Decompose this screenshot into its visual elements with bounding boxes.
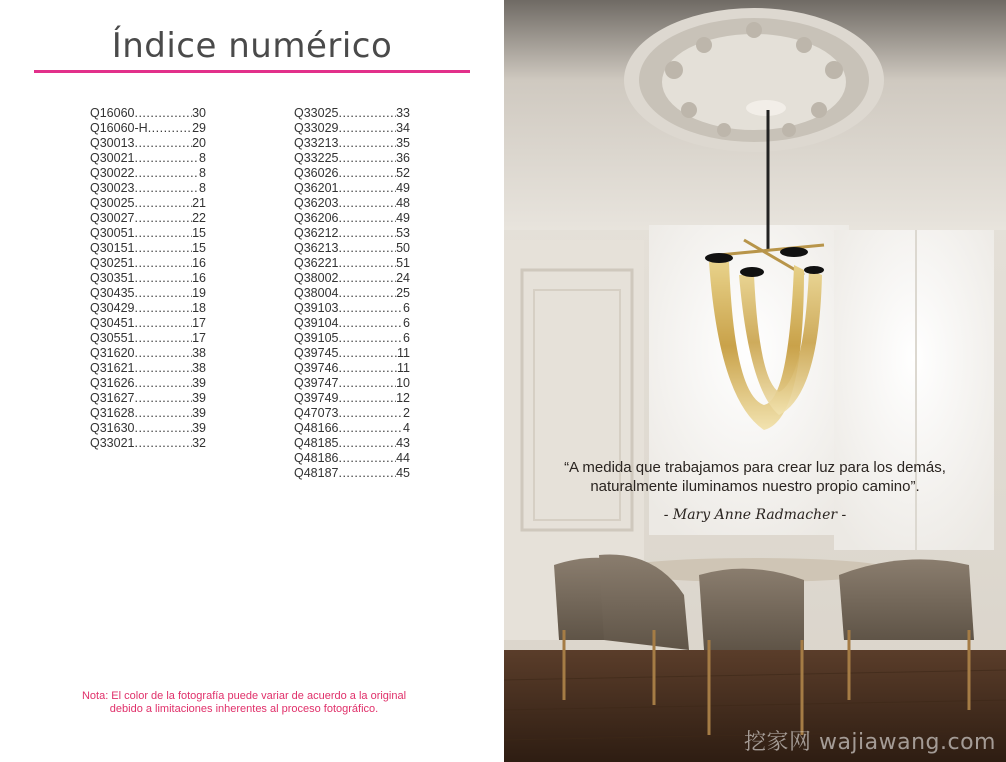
index-entry bbox=[90, 136, 206, 151]
leader-dots bbox=[134, 196, 192, 211]
leader-dots bbox=[338, 241, 396, 256]
index-entry bbox=[90, 151, 206, 166]
product-code: Q31627 bbox=[90, 391, 135, 405]
product-code: Q36212 bbox=[294, 226, 339, 240]
index-entry bbox=[90, 121, 206, 136]
product-code: Q31620 bbox=[90, 346, 135, 360]
page-number: 34 bbox=[396, 121, 410, 135]
page-number: 53 bbox=[396, 226, 410, 240]
index-entry bbox=[294, 256, 410, 271]
page-number: 18 bbox=[192, 301, 206, 315]
product-code: Q16060 bbox=[90, 106, 135, 120]
index-entry bbox=[294, 166, 410, 181]
page-number: 11 bbox=[397, 361, 410, 375]
product-code: Q30151 bbox=[90, 241, 135, 255]
product-code: Q30023 bbox=[90, 181, 135, 195]
quote-author: - Mary Anne Radmacher - bbox=[663, 507, 847, 523]
page-number: 17 bbox=[192, 331, 206, 345]
index-entry bbox=[294, 211, 410, 226]
page-number: 15 bbox=[192, 226, 206, 240]
product-code: Q30451 bbox=[90, 316, 135, 330]
page-number: 19 bbox=[192, 286, 206, 300]
leader-dots bbox=[338, 346, 397, 361]
page-number: 21 bbox=[192, 196, 206, 210]
leader-dots bbox=[134, 376, 192, 391]
leader-dots bbox=[148, 121, 192, 136]
leader-dots bbox=[338, 106, 396, 121]
page-number: 8 bbox=[199, 166, 206, 180]
index-entry bbox=[90, 346, 206, 361]
page-number: 20 bbox=[192, 136, 206, 150]
product-code: Q38002 bbox=[294, 271, 339, 285]
index-entry bbox=[294, 106, 410, 121]
product-code: Q30435 bbox=[90, 286, 135, 300]
leader-dots bbox=[338, 466, 396, 481]
product-code: Q33213 bbox=[294, 136, 339, 150]
product-code: Q30251 bbox=[90, 256, 135, 270]
page-number: 49 bbox=[396, 181, 410, 195]
page-number: 32 bbox=[192, 436, 206, 450]
leader-dots bbox=[134, 241, 192, 256]
index-entry bbox=[294, 181, 410, 196]
page-number: 49 bbox=[396, 211, 410, 225]
index-entry bbox=[294, 391, 410, 406]
index-entry bbox=[90, 271, 206, 286]
product-code: Q33025 bbox=[294, 106, 339, 120]
leader-dots bbox=[338, 136, 396, 151]
leader-dots bbox=[134, 271, 192, 286]
page-number: 8 bbox=[199, 151, 206, 165]
product-code: Q36203 bbox=[294, 196, 339, 210]
index-entry bbox=[90, 421, 206, 436]
page-number: 17 bbox=[192, 316, 206, 330]
product-code: Q33021 bbox=[90, 436, 135, 450]
product-code: Q30551 bbox=[90, 331, 135, 345]
page-number: 12 bbox=[396, 391, 410, 405]
page-number: 48 bbox=[396, 196, 410, 210]
page-number: 6 bbox=[403, 301, 410, 315]
page-title: Índice numérico bbox=[111, 26, 393, 66]
product-code: Q30027 bbox=[90, 211, 135, 225]
page-number: 11 bbox=[397, 346, 410, 360]
index-entry bbox=[90, 196, 206, 211]
leader-dots bbox=[134, 346, 192, 361]
index-entry bbox=[90, 211, 206, 226]
index-entry bbox=[294, 421, 410, 436]
page-number: 52 bbox=[396, 166, 410, 180]
product-code: Q39103 bbox=[294, 301, 339, 315]
index-entry bbox=[294, 136, 410, 151]
leader-dots bbox=[338, 226, 396, 241]
leader-dots bbox=[338, 181, 396, 196]
index-entry bbox=[294, 241, 410, 256]
note-line-1: Nota: El color de la fotografía puede variar de acuerdo a la original bbox=[81, 690, 407, 702]
product-code: Q31626 bbox=[90, 376, 135, 390]
index-entry bbox=[90, 301, 206, 316]
leader-dots bbox=[338, 256, 396, 271]
page-number: 8 bbox=[199, 181, 206, 195]
page-number: 22 bbox=[192, 211, 206, 225]
index-entry bbox=[90, 436, 206, 451]
product-code: Q36201 bbox=[294, 181, 339, 195]
index-entry bbox=[294, 271, 410, 286]
index-entry bbox=[90, 286, 206, 301]
index-entry bbox=[90, 361, 206, 376]
page-number: 16 bbox=[192, 271, 206, 285]
index-column-right bbox=[294, 106, 410, 481]
leader-dots bbox=[134, 181, 199, 196]
page-number: 15 bbox=[192, 241, 206, 255]
product-code: Q30025 bbox=[90, 196, 135, 210]
dining-room-photo bbox=[504, 0, 1006, 762]
index-column-left bbox=[90, 106, 206, 451]
page-number: 38 bbox=[192, 361, 206, 375]
leader-dots bbox=[338, 166, 396, 181]
product-code: Q48186 bbox=[294, 451, 339, 465]
index-entry bbox=[294, 316, 410, 331]
leader-dots bbox=[134, 106, 192, 121]
leader-dots bbox=[134, 316, 192, 331]
index-entry bbox=[90, 181, 206, 196]
index-entry bbox=[90, 376, 206, 391]
page-number: 4 bbox=[403, 421, 410, 435]
leader-dots bbox=[338, 406, 403, 421]
product-code: Q31630 bbox=[90, 421, 135, 435]
index-entry bbox=[294, 331, 410, 346]
index-entry bbox=[294, 361, 410, 376]
index-entry bbox=[294, 196, 410, 211]
page-number: 30 bbox=[192, 106, 206, 120]
leader-dots bbox=[338, 361, 397, 376]
leader-dots bbox=[134, 421, 192, 436]
product-code: Q48185 bbox=[294, 436, 339, 450]
leader-dots bbox=[134, 361, 192, 376]
product-code: Q39747 bbox=[294, 376, 339, 390]
product-code: Q39745 bbox=[294, 346, 339, 360]
leader-dots bbox=[134, 211, 192, 226]
index-entry bbox=[90, 256, 206, 271]
product-code: Q36221 bbox=[294, 256, 339, 270]
index-entry bbox=[294, 466, 410, 481]
index-entry bbox=[294, 451, 410, 466]
index-entry bbox=[90, 316, 206, 331]
quote-block bbox=[520, 458, 990, 496]
page-number: 39 bbox=[192, 421, 206, 435]
product-code: Q30022 bbox=[90, 166, 135, 180]
index-entry bbox=[294, 286, 410, 301]
leader-dots bbox=[338, 421, 403, 436]
product-code: Q30021 bbox=[90, 151, 135, 165]
leader-dots bbox=[338, 271, 396, 286]
leader-dots bbox=[134, 256, 192, 271]
quote-line-2: naturalmente iluminamos nuestro propio camino”. bbox=[590, 478, 920, 495]
page-number: 51 bbox=[396, 256, 410, 270]
product-code: Q36206 bbox=[294, 211, 339, 225]
leader-dots bbox=[338, 331, 403, 346]
watermark: 挖家网 wajiawang.com bbox=[743, 730, 996, 755]
index-entry bbox=[294, 151, 410, 166]
index-entry bbox=[90, 106, 206, 121]
note-line-2: debido a limitaciones inherentes al proceso fotográfico. bbox=[109, 703, 379, 715]
leader-dots bbox=[134, 286, 192, 301]
index-entry bbox=[294, 406, 410, 421]
leader-dots bbox=[338, 121, 396, 136]
leader-dots bbox=[134, 436, 192, 451]
product-code: Q47073 bbox=[294, 406, 339, 420]
page-number: 39 bbox=[192, 376, 206, 390]
leader-dots bbox=[134, 406, 192, 421]
leader-dots bbox=[338, 376, 396, 391]
page-number: 24 bbox=[396, 271, 410, 285]
photo-color-note bbox=[34, 690, 454, 716]
index-entry bbox=[294, 226, 410, 241]
product-code: Q31628 bbox=[90, 406, 135, 420]
page-number: 16 bbox=[192, 256, 206, 270]
index-entry bbox=[294, 376, 410, 391]
page-number: 2 bbox=[403, 406, 410, 420]
page-number: 29 bbox=[192, 121, 206, 135]
product-code: Q36026 bbox=[294, 166, 339, 180]
leader-dots bbox=[134, 301, 192, 316]
product-code: Q39104 bbox=[294, 316, 339, 330]
title-underline bbox=[34, 70, 470, 73]
page-number: 10 bbox=[396, 376, 410, 390]
index-entry bbox=[90, 406, 206, 421]
page-number: 38 bbox=[192, 346, 206, 360]
product-code: Q39105 bbox=[294, 331, 339, 345]
leader-dots bbox=[134, 166, 199, 181]
leader-dots bbox=[338, 211, 396, 226]
leader-dots bbox=[338, 286, 396, 301]
product-code: Q30351 bbox=[90, 271, 135, 285]
page-number: 39 bbox=[192, 391, 206, 405]
leader-dots bbox=[338, 451, 396, 466]
product-code: Q36213 bbox=[294, 241, 339, 255]
leader-dots bbox=[134, 331, 192, 346]
page-number: 36 bbox=[396, 151, 410, 165]
index-entry bbox=[294, 301, 410, 316]
leader-dots bbox=[338, 301, 403, 316]
product-code: Q33029 bbox=[294, 121, 339, 135]
quote-line-1: “A medida que trabajamos para crear luz para los demás, bbox=[564, 459, 946, 476]
leader-dots bbox=[134, 391, 192, 406]
page-number: 25 bbox=[396, 286, 410, 300]
leader-dots bbox=[134, 151, 199, 166]
leader-dots bbox=[134, 136, 192, 151]
index-entry bbox=[90, 241, 206, 256]
index-entry bbox=[90, 331, 206, 346]
product-code: Q39746 bbox=[294, 361, 339, 375]
product-code: Q38004 bbox=[294, 286, 339, 300]
product-code: Q30013 bbox=[90, 136, 135, 150]
index-entry bbox=[294, 121, 410, 136]
index-entry bbox=[294, 346, 410, 361]
product-code: Q30429 bbox=[90, 301, 135, 315]
page-number: 44 bbox=[396, 451, 410, 465]
product-code: Q48187 bbox=[294, 466, 339, 480]
page-number: 43 bbox=[396, 436, 410, 450]
leader-dots bbox=[338, 391, 396, 406]
product-code: Q31621 bbox=[90, 361, 135, 375]
page-number: 50 bbox=[396, 241, 410, 255]
product-code: Q48166 bbox=[294, 421, 339, 435]
leader-dots bbox=[338, 436, 396, 451]
page-number: 39 bbox=[192, 406, 206, 420]
product-code: Q39749 bbox=[294, 391, 339, 405]
page-number: 6 bbox=[403, 331, 410, 345]
leader-dots bbox=[338, 151, 396, 166]
page-number: 45 bbox=[396, 466, 410, 480]
leader-dots bbox=[338, 196, 396, 211]
index-entry bbox=[90, 166, 206, 181]
leader-dots bbox=[134, 226, 192, 241]
product-code: Q16060-H bbox=[90, 121, 148, 135]
product-code: Q30051 bbox=[90, 226, 135, 240]
product-code: Q33225 bbox=[294, 151, 339, 165]
index-entry bbox=[90, 391, 206, 406]
leader-dots bbox=[338, 316, 403, 331]
page-number: 33 bbox=[396, 106, 410, 120]
index-entry bbox=[90, 226, 206, 241]
index-entry bbox=[294, 436, 410, 451]
page-number: 35 bbox=[396, 136, 410, 150]
page-number: 6 bbox=[403, 316, 410, 330]
